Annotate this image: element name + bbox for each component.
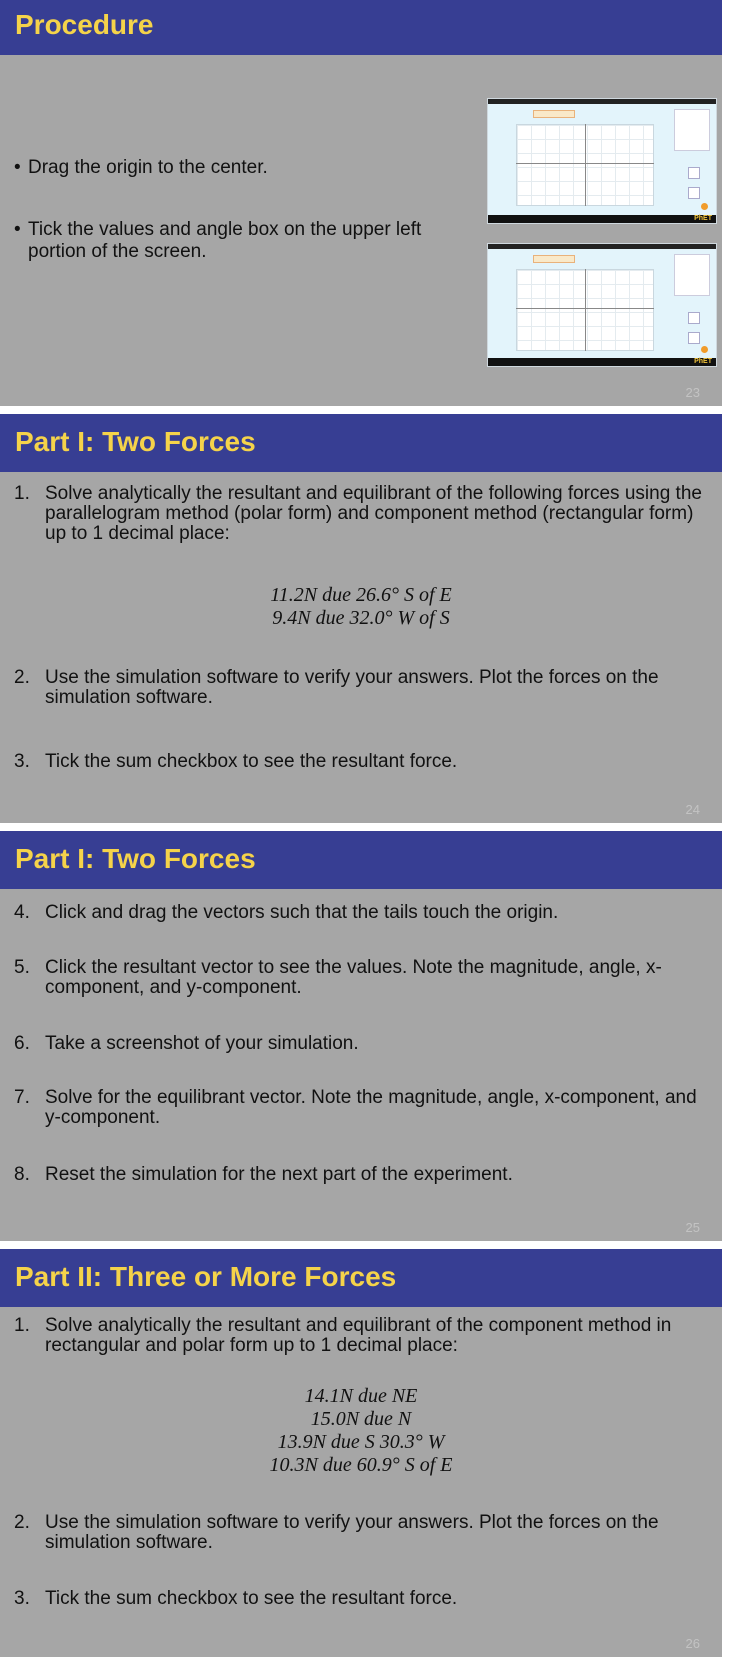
- bullet-item: • Drag the origin to the center.: [14, 157, 268, 178]
- forces-list: [0, 1385, 722, 1477]
- phet-logo: PhET: [694, 358, 712, 365]
- bullet-item: • Tick the values and angle box on the upper left portion of the screen.: [14, 219, 422, 262]
- force-line: 11.2N due 26.6° S of E: [270, 584, 452, 606]
- slide-header: [0, 831, 722, 889]
- list-item: 2. Use the simulation software to verify your answers. Plot the forces on the simulation software.: [14, 1512, 659, 1553]
- bullet-icon: •: [14, 157, 21, 178]
- bullet-icon: •: [14, 219, 21, 240]
- list-item: 2. Use the simulation software to verify your answers. Plot the forces on the simulation software.: [14, 667, 659, 708]
- values-panel: [674, 254, 710, 296]
- list-item: 6. Take a screenshot of your simulation.: [14, 1033, 359, 1054]
- list-item: 3. Tick the sum checkbox to see the resultant force.: [14, 751, 458, 772]
- slide-header: [0, 414, 722, 472]
- simulation-screenshot: [487, 98, 717, 224]
- slide-part1-b: [0, 831, 722, 1241]
- force-line: 14.1N due NE: [304, 1385, 418, 1407]
- slide-part2: [0, 1249, 722, 1657]
- forces-list: [0, 584, 722, 630]
- slide-header: [0, 1249, 722, 1307]
- page-number: 24: [685, 802, 700, 817]
- list-item: 1. Solve analytically the resultant and equilibrant of the component method in rectangular and polar form up to 1 decimal place:: [14, 1315, 672, 1356]
- slide-title: Part II: Three or More Forces: [15, 1261, 397, 1292]
- list-item: 8. Reset the simulation for the next part of the experiment.: [14, 1164, 513, 1185]
- slide-title: Part I: Two Forces: [15, 426, 256, 457]
- phet-logo: PhET: [694, 215, 712, 222]
- force-line: 9.4N due 32.0° W of S: [272, 607, 450, 629]
- slide-part1-a: [0, 414, 722, 823]
- values-panel: [674, 109, 710, 151]
- slide-title: Procedure: [15, 9, 154, 40]
- list-item: 3. Tick the sum checkbox to see the resultant force.: [14, 1588, 458, 1609]
- slide-procedure: [0, 0, 722, 406]
- page-number: 26: [685, 1636, 700, 1651]
- force-line: 10.3N due 60.9° S of E: [269, 1454, 453, 1476]
- slide-header: [0, 0, 722, 55]
- list-item: 7. Solve for the equilibrant vector. Note the magnitude, angle, x-component, and y-component.: [14, 1087, 697, 1128]
- list-item: 1. Solve analytically the resultant and equilibrant of the following forces using the parallelogram method (polar form) and component method (rectangular form) up to 1 decimal place:: [14, 483, 702, 544]
- list-item: 5. Click the resultant vector to see the values. Note the magnitude, angle, x-component, and y-component.: [14, 957, 662, 998]
- force-line: 15.0N due N: [310, 1408, 412, 1430]
- page-number: 25: [685, 1220, 700, 1235]
- slide-title: Part I: Two Forces: [15, 843, 256, 874]
- list-item: 4. Click and drag the vectors such that the tails touch the origin.: [14, 902, 559, 923]
- page-number: 23: [685, 385, 700, 400]
- force-line: 13.9N due S 30.3° W: [277, 1431, 445, 1453]
- simulation-screenshot: [487, 243, 717, 367]
